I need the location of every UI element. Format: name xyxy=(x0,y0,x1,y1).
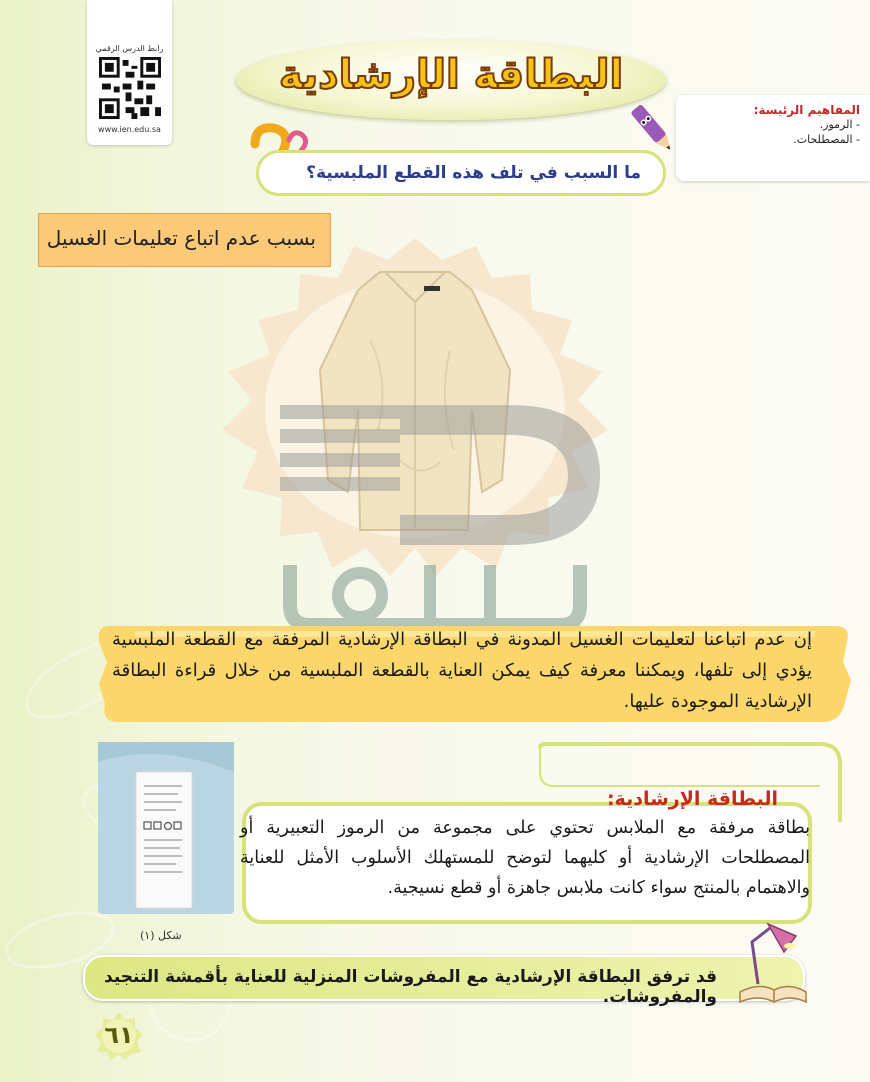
figure-caption: شكل (١) xyxy=(140,929,182,942)
section-heading: البطاقة الإرشادية: xyxy=(606,788,778,810)
key-concepts-box xyxy=(676,95,870,181)
qr-code-card[interactable] xyxy=(87,0,172,145)
care-label-photo xyxy=(98,742,234,914)
key-concepts-heading: المفاهيم الرئيسة: xyxy=(753,103,860,117)
title-banner xyxy=(236,40,666,120)
key-concept-terms: - المصطلحات. xyxy=(793,133,860,146)
tip-text: قد ترفق البطاقة الإرشادية مع المفروشات المنزلية للعناية بأقمشة التنجيد والمفروشات. xyxy=(104,967,717,1007)
page-title: البطاقة الإرشادية xyxy=(278,52,624,98)
qr-url[interactable]: www.ien.edu.sa xyxy=(98,125,161,134)
answer-text: بسبب عدم اتباع تعليمات الغسيل xyxy=(46,226,316,250)
lamp-book-icon xyxy=(738,922,808,1006)
answer-box xyxy=(38,213,331,267)
key-concept-symbols: - الرموز. xyxy=(819,118,860,131)
qr-caption: رابط الدرس الرقمي xyxy=(95,44,164,53)
question-text: ما السبب في تلف هذه القطع الملبسية؟ xyxy=(306,163,641,183)
definition-text: بطاقة مرفقة مع الملابس تحتوي على مجموعة من الرموز التعبيرية أو المصطلحات الإرشادية أو كليهما لتوضح للمستهلك الأسلوب الأمثل للعناية والاهتمام بالمنتج سواء كانت ملابس جاهزة أو قطع نسيجية. xyxy=(240,818,810,898)
question-bar xyxy=(256,150,666,196)
page-number: ٦١ xyxy=(104,1021,134,1049)
qr-code-icon[interactable] xyxy=(99,57,161,119)
tip-bar xyxy=(83,955,805,1007)
intro-paragraph: إن عدم اتباعنا لتعليمات الغسيل المدونة في البطاقة الإرشادية المرفقة مع القطعة الملبسية يؤدي إلى تلفها، ويمكننا معرفة كيف يمكن العناية بالقطعة الملبسية من خلال قراءة البطاقة الإرشادية الموجودة عليها. xyxy=(112,629,812,712)
